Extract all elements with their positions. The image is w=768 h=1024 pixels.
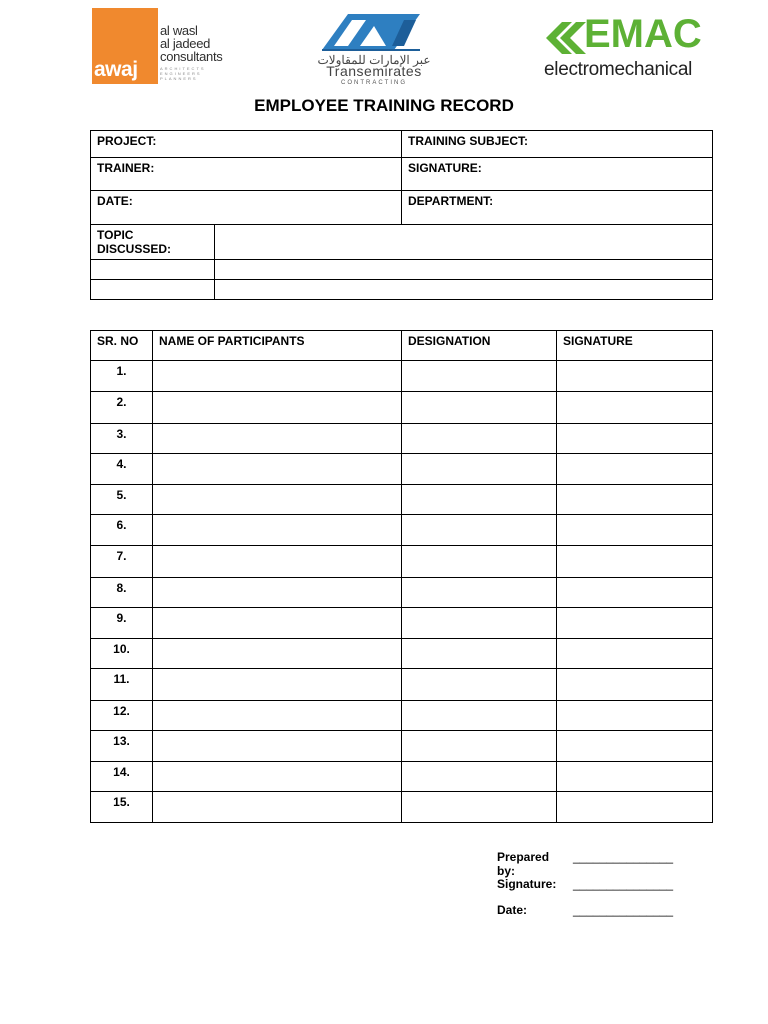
participant-sr-no: 14. bbox=[91, 762, 153, 792]
participant-name-field[interactable] bbox=[153, 392, 402, 424]
participant-name-field[interactable] bbox=[153, 792, 402, 823]
participant-sr-no: 5. bbox=[91, 485, 153, 515]
footer-date-label: Date: bbox=[497, 903, 528, 917]
footer-signature-field[interactable]: _______________ bbox=[573, 876, 674, 891]
participant-row bbox=[91, 424, 713, 454]
participant-sr-no: 13. bbox=[91, 731, 153, 762]
training-info-table bbox=[90, 130, 713, 300]
awaj-logo-word: awaj bbox=[94, 58, 138, 81]
signature-field[interactable]: SIGNATURE: bbox=[402, 158, 713, 191]
footer-signature-label: Signature: bbox=[497, 876, 557, 891]
participant-sr-no: 7. bbox=[91, 546, 153, 578]
transemirates-arabic-name: عبر الإمارات للمقاولات bbox=[317, 53, 431, 67]
participant-name-field[interactable] bbox=[153, 424, 402, 454]
participant-row bbox=[91, 701, 713, 731]
participant-sr-no: 6. bbox=[91, 515, 153, 546]
participant-row bbox=[91, 361, 713, 392]
participant-row bbox=[91, 792, 713, 823]
participant-signature-field[interactable] bbox=[557, 608, 713, 639]
col-header-signature: SIGNATURE bbox=[557, 331, 713, 361]
participant-signature-field[interactable] bbox=[557, 762, 713, 792]
participant-signature-field[interactable] bbox=[557, 515, 713, 546]
participant-designation-field[interactable] bbox=[402, 485, 557, 515]
participant-row bbox=[91, 639, 713, 669]
participant-sr-no: 2. bbox=[91, 392, 153, 424]
participant-sr-no: 11. bbox=[91, 669, 153, 701]
topic-discussed-field[interactable] bbox=[215, 225, 713, 260]
participant-sr-no: 3. bbox=[91, 424, 153, 454]
participant-signature-field[interactable] bbox=[557, 792, 713, 823]
participant-signature-field[interactable] bbox=[557, 485, 713, 515]
participant-designation-field[interactable] bbox=[402, 578, 557, 608]
participant-row bbox=[91, 392, 713, 424]
participant-sr-no: 10. bbox=[91, 639, 153, 669]
transemirates-logo bbox=[300, 10, 450, 88]
participant-row bbox=[91, 454, 713, 485]
transemirates-subtitle: CONTRACTING bbox=[341, 80, 407, 86]
topic-extra-field[interactable] bbox=[215, 280, 713, 300]
awaj-logo-box bbox=[92, 8, 158, 84]
participant-name-field[interactable] bbox=[153, 669, 402, 701]
participant-signature-field[interactable] bbox=[557, 701, 713, 731]
participant-name-field[interactable] bbox=[153, 515, 402, 546]
participant-designation-field[interactable] bbox=[402, 608, 557, 639]
participant-designation-field[interactable] bbox=[402, 731, 557, 762]
awaj-logo-text bbox=[160, 24, 222, 63]
participant-designation-field[interactable] bbox=[402, 792, 557, 823]
prepared-by-field[interactable]: _______________ bbox=[573, 850, 674, 864]
topic-discussed-label: TOPIC DISCUSSED: bbox=[91, 225, 215, 260]
participant-row bbox=[91, 608, 713, 639]
participant-designation-field[interactable] bbox=[402, 515, 557, 546]
participant-name-field[interactable] bbox=[153, 762, 402, 792]
participant-sr-no: 1. bbox=[91, 361, 153, 392]
participant-name-field[interactable] bbox=[153, 731, 402, 762]
participant-signature-field[interactable] bbox=[557, 639, 713, 669]
participant-sr-no: 4. bbox=[91, 454, 153, 485]
participant-name-field[interactable] bbox=[153, 546, 402, 578]
col-header-name: NAME OF PARTICIPANTS bbox=[153, 331, 402, 361]
emac-logo-word: EMAC bbox=[584, 12, 702, 56]
participant-sr-no: 15. bbox=[91, 792, 153, 823]
emac-logo bbox=[540, 12, 720, 86]
participant-signature-field[interactable] bbox=[557, 392, 713, 424]
participant-sr-no: 8. bbox=[91, 578, 153, 608]
participant-designation-field[interactable] bbox=[402, 639, 557, 669]
awaj-line-2: al jadeed bbox=[160, 36, 211, 51]
participant-signature-field[interactable] bbox=[557, 361, 713, 392]
participant-signature-field[interactable] bbox=[557, 731, 713, 762]
emac-logo-subtitle: electromechanical bbox=[544, 59, 693, 80]
participant-name-field[interactable] bbox=[153, 485, 402, 515]
participant-row bbox=[91, 515, 713, 546]
participants-table bbox=[90, 330, 713, 823]
participant-designation-field[interactable] bbox=[402, 762, 557, 792]
awaj-sub-1: ARCHITECTS bbox=[160, 66, 206, 71]
emac-chevron-icon bbox=[542, 20, 586, 56]
participant-row bbox=[91, 485, 713, 515]
participant-designation-field[interactable] bbox=[402, 361, 557, 392]
awaj-line-3: consultants bbox=[160, 49, 223, 64]
participant-signature-field[interactable] bbox=[557, 454, 713, 485]
department-field[interactable]: DEPARTMENT: bbox=[402, 191, 713, 225]
participant-row bbox=[91, 669, 713, 701]
document-title: EMPLOYEE TRAINING RECORD bbox=[254, 96, 514, 115]
participant-row bbox=[91, 762, 713, 792]
participant-signature-field[interactable] bbox=[557, 578, 713, 608]
awaj-sub-3: PLANNERS bbox=[160, 76, 198, 81]
participant-name-field[interactable] bbox=[153, 454, 402, 485]
participant-designation-field[interactable] bbox=[402, 701, 557, 731]
participant-signature-field[interactable] bbox=[557, 424, 713, 454]
transemirates-name: Transemirates bbox=[326, 63, 422, 79]
footer-date-field[interactable]: _______________ bbox=[573, 903, 674, 917]
participant-signature-field[interactable] bbox=[557, 546, 713, 578]
topic-extra-label-cell[interactable] bbox=[91, 260, 215, 280]
participant-row bbox=[91, 546, 713, 578]
awaj-logo bbox=[92, 8, 242, 88]
awaj-line-1: al wasl bbox=[160, 23, 198, 38]
participant-name-field[interactable] bbox=[153, 639, 402, 669]
transemirates-logo-mark bbox=[300, 10, 450, 54]
participant-row bbox=[91, 578, 713, 608]
participant-designation-field[interactable] bbox=[402, 392, 557, 424]
topic-extra-field[interactable] bbox=[215, 260, 713, 280]
participant-signature-field[interactable] bbox=[557, 669, 713, 701]
awaj-logo-subtext bbox=[160, 66, 206, 81]
participant-designation-field[interactable] bbox=[402, 424, 557, 454]
col-header-designation: DESIGNATION bbox=[402, 331, 557, 361]
trainer-field[interactable]: TRAINER: bbox=[91, 158, 402, 191]
participant-designation-field[interactable] bbox=[402, 454, 557, 485]
participant-sr-no: 9. bbox=[91, 608, 153, 639]
participant-name-field[interactable] bbox=[153, 361, 402, 392]
participant-row bbox=[91, 731, 713, 762]
topic-extra-label-cell[interactable] bbox=[91, 280, 215, 300]
participant-name-field[interactable] bbox=[153, 608, 402, 639]
participant-name-field[interactable] bbox=[153, 578, 402, 608]
project-field[interactable]: PROJECT: bbox=[91, 131, 402, 158]
prepared-by-label: Prepared by: bbox=[497, 850, 550, 878]
awaj-sub-2: ENGINEERS bbox=[160, 71, 202, 76]
participant-designation-field[interactable] bbox=[402, 669, 557, 701]
date-field[interactable]: DATE: bbox=[91, 191, 402, 225]
col-header-sr-no: SR. NO bbox=[91, 331, 153, 361]
participant-sr-no: 12. bbox=[91, 701, 153, 731]
participant-name-field[interactable] bbox=[153, 701, 402, 731]
training-subject-field[interactable]: TRAINING SUBJECT: bbox=[402, 131, 713, 158]
participant-designation-field[interactable] bbox=[402, 546, 557, 578]
